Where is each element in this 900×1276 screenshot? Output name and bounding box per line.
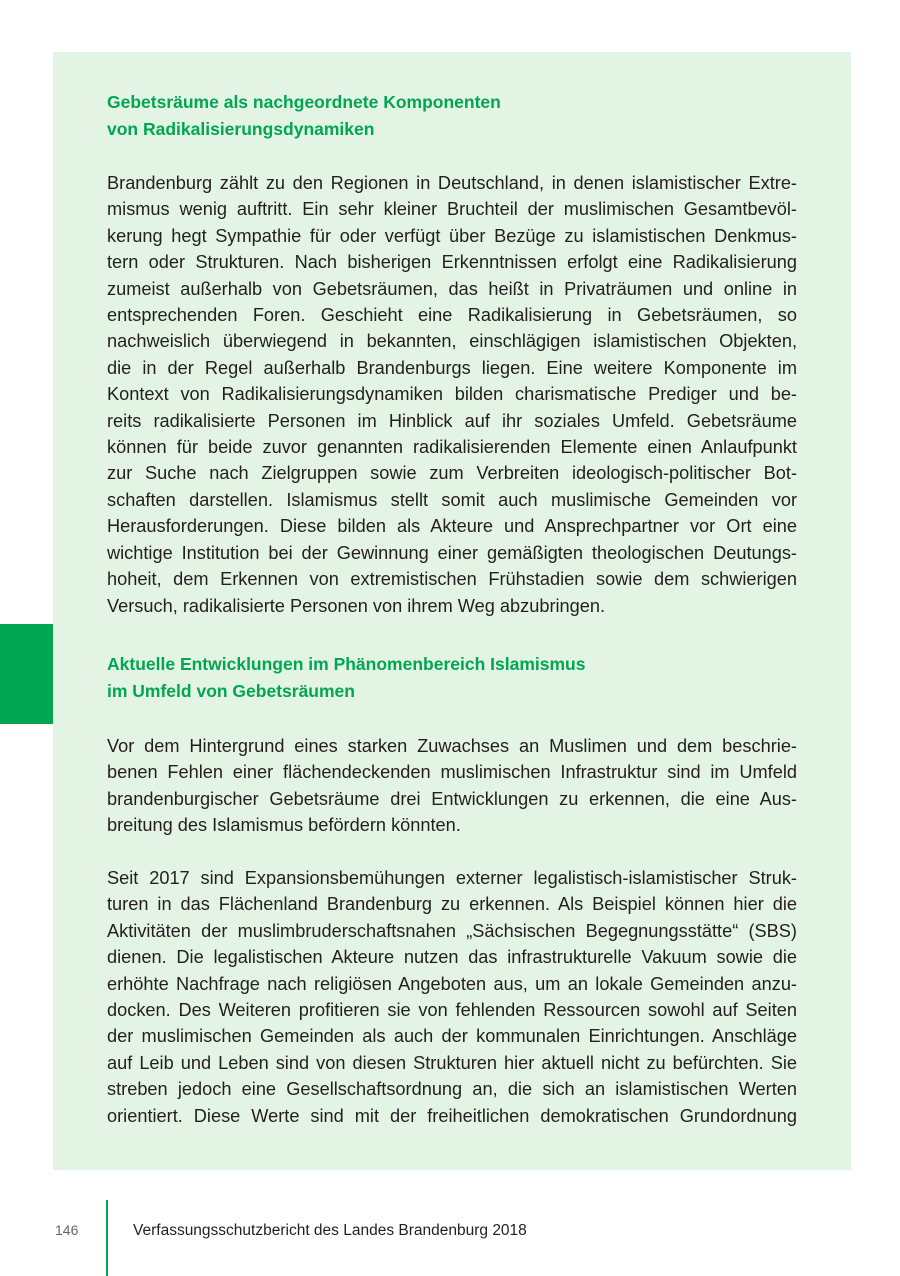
text-line: Brandenburg zählt zu den Regionen in Deutschland, in denen islamistischer Extre-: [107, 173, 797, 193]
text-line: mismus wenig auftritt. Ein sehr kleiner Bruchteil der muslimischen Gesamtbevöl-: [107, 199, 797, 220]
text-line: Aktivitäten der muslimbruderschaftsnahen „Sächsischen Begegnungsstätte“ (SBS): [107, 920, 797, 941]
text-line: hoheit, dem Erkennen von extremistischen Frühstadien sowie dem schwierigen: [107, 569, 797, 590]
text-line: auf Leib und Leben sind von diesen Strukturen hier aktuell nicht zu befürchten. Sie: [107, 1052, 797, 1073]
text-line: der muslimischen Gemeinden als auch der kommunalen Einrichtungen. Anschläge: [107, 1026, 797, 1047]
text-line: können für beide zuvor genannten radikalisierenden Elemente einen Anlaufpunkt: [107, 437, 797, 458]
text-line: tern oder Strukturen. Nach bisherigen Erkenntnissen erfolgt eine Radikalisierung: [107, 252, 797, 273]
text-line: schaften darstellen. Islamismus stellt somit auch muslimische Gemeinden vor: [107, 489, 797, 510]
text-line: erhöhte Nachfrage nach religiösen Angeboten aus, um an lokale Gemeinden anzu-: [107, 973, 797, 994]
footer-divider: [106, 1200, 108, 1276]
heading-line: im Umfeld von Gebetsräumen: [107, 681, 355, 701]
text-line: entsprechenden Foren. Geschieht eine Radikalisierung in Gebetsräumen, so: [107, 305, 797, 326]
running-footer-title: Verfassungsschutzbericht des Landes Brandenburg 2018: [133, 1222, 527, 1239]
heading-line: Gebetsräume als nachgeordnete Komponenten: [107, 92, 501, 112]
paragraph-radikalisierung: [107, 170, 797, 619]
text-line: brandenburgischer Gebetsräume drei Entwicklungen zu erkennen, die eine Aus-: [107, 788, 797, 809]
text-line: reits radikalisierte Personen im Hinblick auf ihr soziales Umfeld. Gebetsräume: [107, 410, 797, 431]
text-line: Seit 2017 sind Expansionsbemühungen externer legalistisch-islamistischer Struk-: [107, 868, 797, 888]
text-line: zur Suche nach Zielgruppen sowie zum Verbreiten ideologisch-politischer Bot-: [107, 463, 797, 484]
text-line: Vor dem Hintergrund eines starken Zuwachses an Muslimen und dem beschrie-: [107, 736, 797, 756]
text-line: wichtige Institution bei der Gewinnung einer gemäßigten theologischen Deutungs-: [107, 542, 797, 563]
text-line: zumeist außerhalb von Gebetsräumen, das heißt in Privaträumen und online in: [107, 278, 797, 299]
text-line: die in der Regel außerhalb Brandenburgs liegen. Eine weitere Komponente im: [107, 357, 797, 378]
text-line: Kontext von Radikalisierungsdynamiken bilden charismatische Prediger und be-: [107, 384, 797, 405]
text-line: Herausforderungen. Diese bilden als Akteure und Ansprechpartner vor Ort eine: [107, 516, 797, 537]
text-line: breitung des Islamismus befördern könnten.: [107, 815, 461, 836]
section-heading-2: [107, 651, 797, 705]
text-line: Versuch, radikalisierte Personen von ihrem Weg abzubringen.: [107, 595, 606, 616]
page-number: 146: [55, 1222, 79, 1238]
paragraph-expansion: [107, 865, 797, 1129]
text-line: dienen. Die legalistischen Akteure nutzen das infrastrukturelle Vakuum sowie die: [107, 947, 797, 968]
chapter-tab-marker: [0, 624, 53, 724]
text-line: kerung hegt Sympathie für oder verfügt über Bezüge zu islamistischen Denkmus-: [107, 225, 797, 246]
heading-line: von Radikalisierungsdynamiken: [107, 119, 375, 139]
text-line: streben jedoch eine Gesellschaftsordnung an, die sich an islamistischen Werten: [107, 1079, 797, 1100]
section-heading-1: [107, 89, 797, 143]
paragraph-entwicklungen: [107, 733, 797, 839]
text-line: docken. Des Weiteren profitieren sie von fehlenden Ressourcen sowohl auf Seiten: [107, 1000, 797, 1021]
text-line: benen Fehlen einer flächendeckenden muslimischen Infrastruktur sind im Umfeld: [107, 762, 797, 783]
heading-line: Aktuelle Entwicklungen im Phänomenbereich Islamismus: [107, 654, 586, 674]
text-line: nachweislich überwiegend in bekannten, einschlägigen islamistischen Objekten,: [107, 331, 797, 352]
text-line: orientiert. Diese Werte sind mit der freiheitlichen demokratischen Grundordnung: [107, 1105, 797, 1126]
text-line: turen in das Flächenland Brandenburg zu erkennen. Als Beispiel können hier die: [107, 894, 797, 915]
